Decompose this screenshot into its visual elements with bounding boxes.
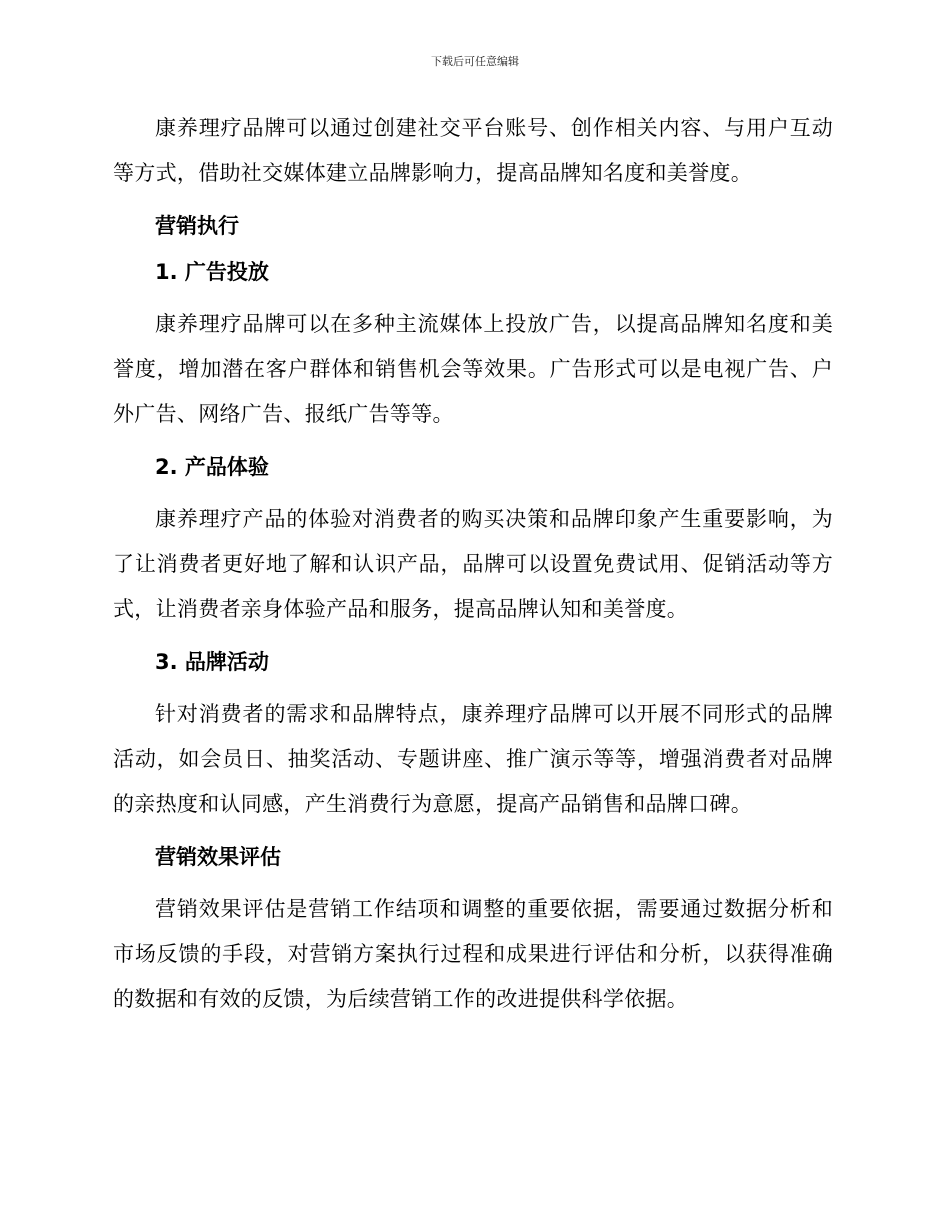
ad-heading: 1. 广告投放 [155, 260, 269, 284]
brand-activity-heading: 3. 品牌活动 [155, 650, 269, 674]
evaluation-paragraph: 营销效果评估是营销工作结项和调整的重要依据，需要通过数据分析和市场反馈的手段，对营销方案执行过程和成果进行评估和分析，以获得准确的数据和有效的反馈，为后续营销工作的改进提供科学依据。 [113, 897, 833, 1011]
marketing-execution-heading: 营销执行 [155, 214, 239, 238]
evaluation-heading: 营销效果评估 [155, 845, 281, 869]
document-body [113, 106, 833, 1022]
brand-activity-paragraph: 针对消费者的需求和品牌特点，康养理疗品牌可以开展不同形式的品牌活动，如会员日、抽奖活动、专题讲座、推广演示等等，增强消费者对品牌的亲热度和认同感，产生消费行为意愿，提高产品销售和品牌口碑。 [113, 702, 833, 816]
page-header: 下载后可任意编辑 [431, 55, 519, 68]
ad-paragraph: 康养理疗品牌可以在多种主流媒体上投放广告，以提高品牌知名度和美誉度，增加潜在客户群体和销售机会等效果。广告形式可以是电视广告、户外广告、网络广告、报纸广告等等。 [113, 312, 833, 426]
product-experience-paragraph: 康养理疗产品的体验对消费者的购买决策和品牌印象产生重要影响，为了让消费者更好地了解和认识产品，品牌可以设置免费试用、促销活动等方式，让消费者亲身体验产品和服务，提高品牌认知和美誉度。 [113, 507, 833, 621]
product-experience-heading: 2. 产品体验 [155, 455, 269, 479]
intro-paragraph: 康养理疗品牌可以通过创建社交平台账号、创作相关内容、与用户互动等方式，借助社交媒体建立品牌影响力，提高品牌知名度和美誉度。 [113, 116, 833, 185]
